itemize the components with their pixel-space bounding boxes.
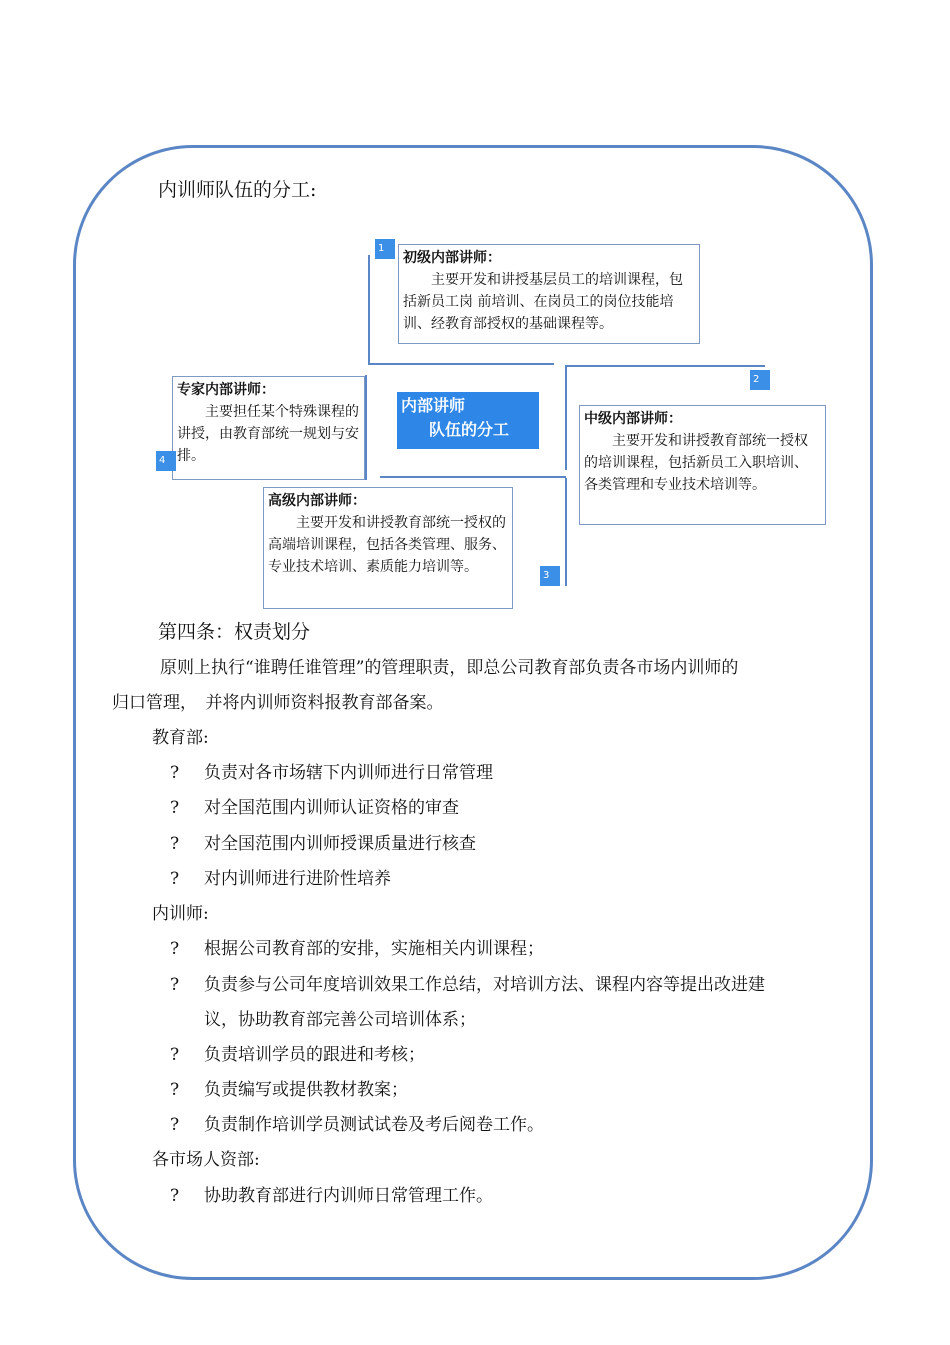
list-item: 根据公司教育部的安排，实施相关内训课程； (204, 939, 544, 959)
bullet-marker: ? (170, 1186, 180, 1206)
list-item: 对全国范围内训师授课质量进行核查 (204, 834, 476, 854)
bullet-marker: ? (170, 763, 180, 783)
connector-line (565, 365, 765, 367)
box-body: 主要开发和讲授基层员工的培训课程，包括新员工岗 前培训、在岗员工的岗位技能培训、经教育部授权的基础课程等。 (403, 272, 683, 332)
list-item: 负责参与公司年度培训效果工作总结，对培训方法、课程内容等提出改进建 (204, 975, 765, 995)
center-line2: 队伍的分工 (429, 420, 510, 439)
box-title: 高级内部讲师： (268, 493, 366, 509)
connector-line (565, 478, 567, 586)
diagram-box-intermediate (579, 405, 826, 525)
center-line1: 内部讲师 (401, 396, 466, 415)
list-item: 对内训师进行进阶性培养 (204, 869, 391, 889)
box-number-badge: 4 (156, 451, 176, 471)
diagram-box-expert (172, 376, 365, 480)
list-item: 协助教育部进行内训师日常管理工作。 (204, 1186, 493, 1206)
bullet-marker: ? (170, 939, 180, 959)
paragraph-line: 归口管理， 并将内训师资料报教育部备案。 (112, 693, 444, 713)
group-label-trainer: 内训师: (152, 904, 209, 924)
group-label-hr-dept: 各市场人资部: (152, 1150, 260, 1170)
list-item: 对全国范围内训师认证资格的审查 (204, 798, 459, 818)
bullet-marker: ? (170, 975, 180, 995)
connector-line (365, 375, 367, 480)
bullet-marker: ? (170, 1080, 180, 1100)
bullet-marker: ? (170, 834, 180, 854)
section-title: 内训师队伍的分工: (158, 179, 317, 201)
box-body: 主要开发和讲授教育部统一授权的培训课程，包括新员工入职培训、各类管理和专业技术培训等。 (584, 433, 808, 493)
box-body: 主要开发和讲授教育部统一授权的高端培训课程，包括各类管理、服务、专业技术培训、素质能力培训等。 (268, 515, 506, 575)
connector-line (368, 363, 554, 365)
bullet-marker: ? (170, 1115, 180, 1135)
box-number-badge: 3 (540, 566, 560, 586)
box-body: 主要担任某个特殊课程的讲授，由教育部统一规划与安排。 (177, 404, 359, 464)
article-heading: 第四条：权责划分 (158, 621, 311, 643)
bullet-marker: ? (170, 1045, 180, 1065)
list-item: 负责对各市场辖下内训师进行日常管理 (204, 763, 493, 783)
list-item: 负责编写或提供教材教案； (204, 1080, 408, 1100)
box-title: 中级内部讲师： (584, 411, 682, 427)
list-item: 负责培训学员的跟进和考核； (204, 1045, 425, 1065)
box-title: 初级内部讲师： (403, 250, 501, 266)
diagram-center (397, 392, 539, 449)
diagram-box-junior (398, 244, 700, 344)
list-item: 负责制作培训学员测试试卷及考后阅卷工作。 (204, 1115, 544, 1135)
bullet-marker: ? (170, 869, 180, 889)
connector-line (565, 365, 567, 470)
bullet-marker: ? (170, 798, 180, 818)
box-number-badge: 1 (375, 239, 395, 259)
list-item-continuation: 议，协助教育部完善公司培训体系； (204, 1010, 476, 1030)
group-label-education-dept: 教育部: (152, 728, 209, 748)
connector-line (380, 476, 566, 478)
box-number-badge: 2 (750, 370, 770, 390)
box-title: 专家内部讲师： (177, 382, 275, 398)
diagram-box-senior (263, 487, 513, 609)
paragraph-line: 原则上执行“谁聘任谁管理”的管理职责，即总公司教育部负责各市场内训师的 (160, 658, 739, 678)
connector-line (368, 255, 370, 365)
